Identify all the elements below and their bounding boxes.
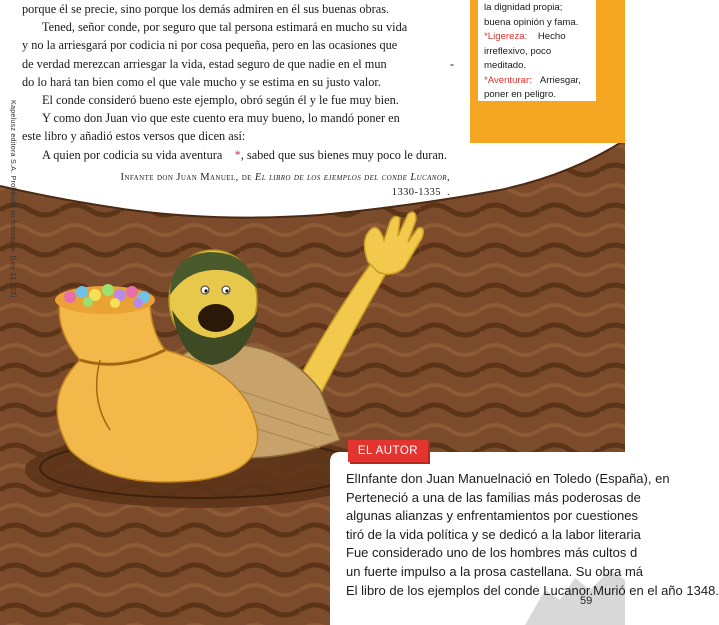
- verse-line: [22, 146, 452, 164]
- author-line: Perteneció a una de las familias más poderosas de: [346, 489, 641, 505]
- story-line: [22, 55, 455, 73]
- copyright-sidebar: [6, 100, 20, 400]
- verse-end: , sabed que sus bienes muy poco le duran.: [240, 147, 448, 162]
- story-line: El conde consideró bueno este ejemplo, obró según él y le fue muy bien.: [42, 93, 399, 108]
- glossary-line: la dignidad propia;: [484, 2, 563, 13]
- credit-suffix: ,: [446, 172, 450, 183]
- verse-marker: *: [234, 147, 241, 162]
- credit-dates: 1330-1335: [391, 187, 441, 198]
- story-line-text: de verdad merezcan arriesgar la vida, estad seguro de que nadie en el mun: [22, 56, 387, 71]
- glossary-line: meditado.: [484, 60, 527, 71]
- glossary-definition: Hecho: [537, 31, 566, 42]
- glossary-definition: Arriesgar,: [539, 74, 581, 86]
- glossary-line: buena opinión y fama.: [484, 16, 579, 28]
- glossary-term: *Aventurar:: [484, 74, 532, 86]
- credit-prefix: Infante don Juan Manuel, de: [120, 172, 255, 183]
- story-line: este libro y añadió estos versos que dicen así:: [22, 129, 246, 144]
- credit-dot: .: [446, 187, 450, 198]
- author-section-tab: EL AUTOR: [348, 440, 428, 462]
- author-line: ElInfante don Juan Manuelnació en Toledo (España), en: [346, 471, 670, 486]
- glossary-entry-ligereza: [484, 30, 590, 45]
- author-line: El libro de los ejemplos del conde Lucanor.Murió en el año 1348.: [346, 582, 719, 598]
- story-text: [22, 0, 455, 164]
- glossary-line: poner en peligro.: [484, 89, 557, 100]
- author-line: un fuerte impulso a la prosa castellana. Su obra má: [346, 563, 644, 579]
- author-line: algunas alianzas y enfrentamientos por cuestiones: [346, 508, 638, 524]
- story-line: do lo hará tan bien como el que vale mucho y se estima en su justo valor.: [22, 74, 381, 89]
- author-line: Fue considerado uno de los hombres más cultos d: [346, 545, 638, 561]
- story-line: porque él se precie, sino porque los demás admiren en él sus buenas obras.: [22, 2, 390, 16]
- glossary-line: irreflexivo, poco: [484, 45, 552, 57]
- glossary-entry-aventurar: [484, 74, 590, 89]
- source-credit: [60, 170, 450, 200]
- verse-start: A quien por codicia su vida aventura: [42, 147, 223, 162]
- glossary-content: [478, 0, 596, 101]
- hyphen: -: [450, 56, 455, 71]
- story-line: Y como don Juan vio que este cuento era muy bueno, lo mandó poner en: [42, 111, 400, 126]
- glossary-box: [470, 0, 625, 143]
- author-text: [346, 470, 719, 600]
- copyright-text: Kapelusz editora S.A. Prohibida su fotocopia. (Ley 11.723): [9, 100, 18, 298]
- glossary-term: *Ligereza:: [484, 31, 528, 42]
- credit-book-title: El libro de los ejemplos del conde Lucanor: [254, 172, 447, 183]
- story-line: y no la arriesgará por codicia ni por cosa pequeña, pero en las ocasiones que: [22, 38, 398, 53]
- author-line: tiró de la vida política y se dedicó a la labor literaria: [346, 526, 641, 542]
- page-number: 59: [580, 595, 593, 607]
- story-line: Tened, señor conde, por seguro que tal persona estimará en mucho su vida: [42, 20, 408, 35]
